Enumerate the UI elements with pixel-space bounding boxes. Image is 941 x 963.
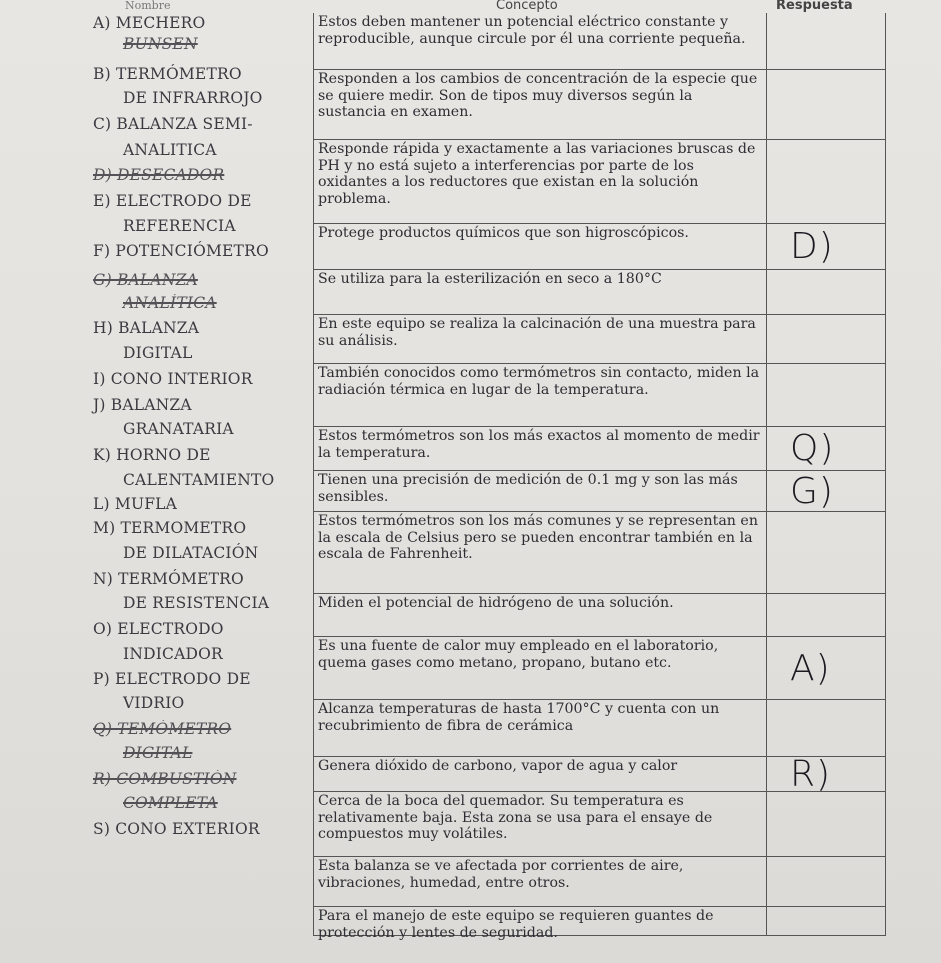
option-item: DE RESISTENCIA: [123, 594, 270, 612]
option-item: J) BALANZA: [93, 396, 192, 414]
table-row: [314, 699, 885, 757]
option-item: S) CONO EXTERIOR: [93, 820, 260, 838]
table-row: [314, 363, 885, 427]
concept-text: En este equipo se realiza la calcinación de una muestra para su análisis.: [318, 316, 756, 349]
concept-text: Cerca de la boca del quemador. Su temperatura es relativamente baja. Esta zona se usa para el ensaye de compuestos muy volátiles.: [318, 793, 713, 843]
option-item: DIGITAL: [123, 344, 193, 362]
table-row: [314, 754, 885, 795]
concept-text: Se utiliza para la esterilización en seco a 180°C: [318, 271, 662, 287]
concept-text: Alcanza temperaturas de hasta 1700°C y cuenta con un recubrimiento de fibra de cerámica: [318, 701, 720, 734]
option-item: I) CONO INTERIOR: [93, 370, 253, 388]
option-item: R) COMBUSTIÓN: [93, 770, 237, 788]
table-row: [314, 269, 885, 315]
option-item: DIGITAL: [123, 744, 193, 762]
option-item: D) DESECADOR: [93, 166, 225, 184]
table-row: [314, 223, 885, 270]
option-item: ANALITICA: [123, 141, 217, 159]
option-item: Q) TEMÓMETRO: [93, 720, 232, 738]
table-row: [314, 906, 885, 941]
option-item: F) POTENCIÓMETRO: [93, 242, 269, 260]
concept-text: Tienen una precisión de medición de 0.1 mg y son las más sensibles.: [318, 472, 738, 505]
table-row: [314, 593, 885, 637]
answer-cell[interactable]: R): [790, 754, 832, 795]
concept-text: Es una fuente de calor muy empleado en el laboratorio, quema gases como metano, propano, butano etc.: [318, 638, 719, 671]
option-item: DE INFRARROJO: [123, 89, 263, 107]
concept-text: Esta balanza se ve afectada por corrientes de aire, vibraciones, humedad, entre otros.: [318, 858, 684, 891]
option-item: CALENTAMIENTO: [123, 471, 275, 489]
answer-cell[interactable]: Q): [790, 428, 835, 469]
table-row: [314, 426, 885, 471]
concept-text: Estos termómetros son los más comunes y se representan en la escala de Celsius pero se pueden encontrar también en la escala de Fahrenheit.: [318, 513, 758, 563]
header-respuesta: Respuesta: [776, 0, 853, 13]
option-item: K) HORNO DE: [93, 446, 211, 464]
concept-text: Responde rápida y exactamente a las variaciones bruscas de PH y no está sujeto a interferencias por parte de los oxidantes a los reductores que existan en la solución problema.: [318, 141, 756, 207]
option-item: C) BALANZA SEMI-: [93, 115, 253, 133]
table-row: [314, 69, 885, 140]
option-item: INDICADOR: [123, 645, 223, 663]
table-row: [314, 139, 885, 224]
answer-cell[interactable]: D): [790, 226, 834, 267]
option-item: G) BALANZA: [93, 271, 198, 289]
option-item: GRANATARIA: [123, 420, 234, 438]
answer-cell[interactable]: G): [790, 470, 834, 512]
option-item: N) TERMÓMETRO: [93, 570, 244, 588]
header-concepto: Concepto: [496, 0, 558, 13]
concept-text: Estos termómetros son los más exactos al momento de medir la temperatura.: [318, 428, 760, 461]
concept-text: Estos deben mantener un potencial eléctrico constante y reproducible, aunque circule por él una corriente pequeña.: [318, 14, 746, 47]
table-row: [314, 314, 885, 364]
concept-text: Genera dióxido de carbono, vapor de agua y calor: [318, 758, 678, 774]
matching-table: [313, 13, 886, 941]
option-item: O) ELECTRODO: [93, 620, 224, 638]
option-item: L) MUFLA: [93, 495, 178, 513]
table-row: [314, 511, 885, 594]
option-item: BUNSEN: [123, 35, 198, 53]
table-row: [314, 13, 885, 69]
table-row: [314, 636, 885, 700]
table-row: [314, 856, 885, 907]
option-item: B) TERMÓMETRO: [93, 65, 242, 83]
option-item: E) ELECTRODO DE: [93, 192, 252, 210]
option-item: VIDRIO: [123, 694, 185, 712]
option-item: M) TERMOMETRO: [93, 519, 247, 537]
option-item: REFERENCIA: [123, 217, 236, 235]
option-item: P) ELECTRODO DE: [93, 670, 251, 688]
concept-text: Para el manejo de este equipo se requieren guantes de protección y lentes de seguridad.: [318, 908, 714, 941]
concept-text: Responden a los cambios de concentración de la especie que se quiere medir. Son de tipos muy diversos según la sustancia en examen.: [318, 71, 758, 121]
table-row: [314, 791, 885, 857]
option-item: DE DILATACIÓN: [123, 544, 259, 562]
option-item: COMPLETA: [123, 794, 218, 812]
concept-text: También conocidos como termómetros sin contacto, miden la radiación térmica en lugar de la temperatura.: [318, 365, 760, 398]
concept-text: Protege productos químicos que son higroscópicos.: [318, 225, 689, 241]
concept-text: Miden el potencial de hidrógeno de una solución.: [318, 595, 674, 611]
table-row: [314, 470, 885, 512]
option-item: A) MECHERO: [93, 14, 206, 32]
option-item: H) BALANZA: [93, 319, 200, 337]
answer-cell[interactable]: A): [790, 647, 831, 689]
option-item: ANALÍTICA: [123, 294, 217, 312]
header-nombre: Nombre: [125, 0, 171, 12]
